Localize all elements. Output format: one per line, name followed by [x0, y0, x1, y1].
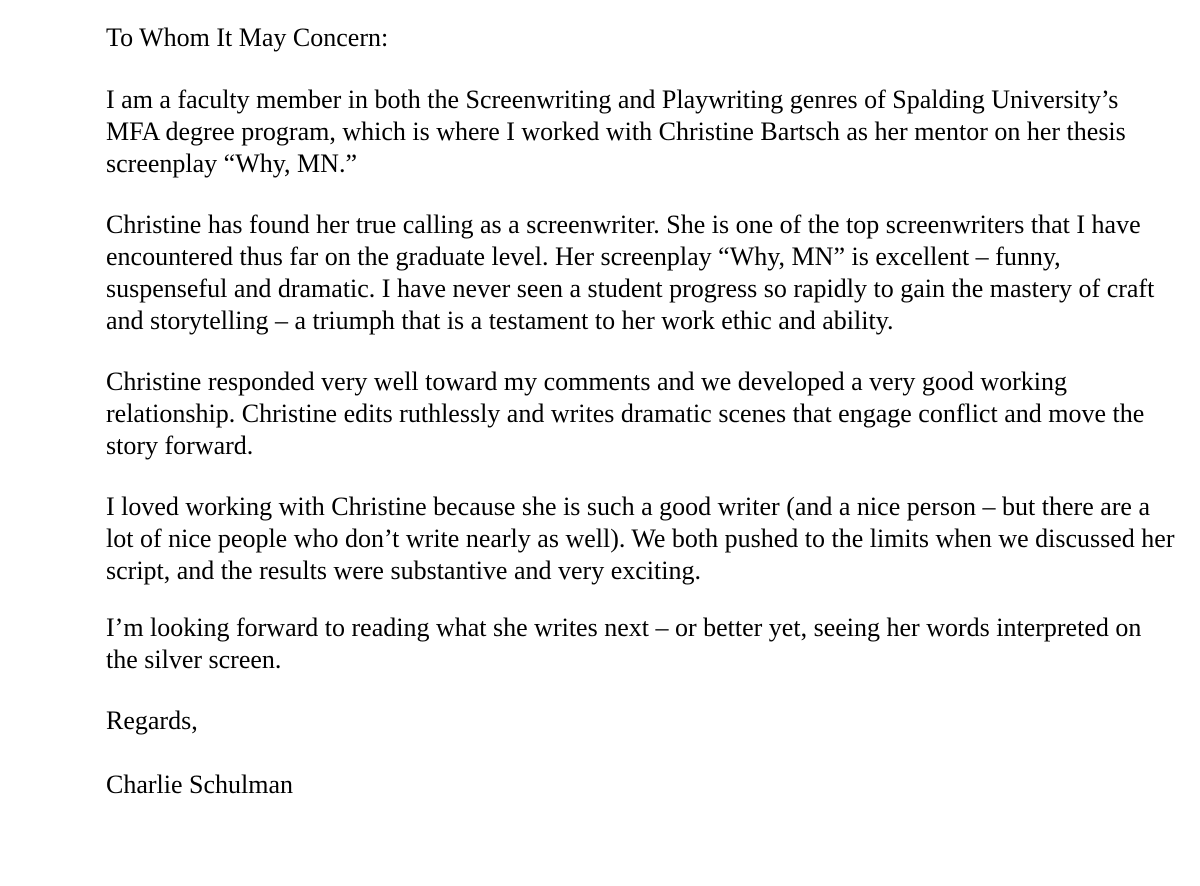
letter-paragraph: I’m looking forward to reading what she writes next – or better yet, seeing her words interpreted on the silver screen. [106, 613, 1142, 674]
signature-name: Charlie Schulman [106, 770, 294, 799]
letter-body [106, 22, 1176, 801]
letter-paragraph: I loved working with Christine because she is such a good writer (and a nice person – but there are a lot of nice people who don’t write nearly as well). We both pushed to the limits when we discussed her script, and the results were substantive and very exciting. [106, 492, 1175, 585]
letter-paragraph: Christine responded very well toward my comments and we developed a very good working relationship. Christine edits ruthlessly and writes dramatic scenes that engage conflict and move the story forward. [106, 367, 1145, 460]
letter-paragraph: Christine has found her true calling as a screenwriter. She is one of the top screenwriters that I have encountered thus far on the graduate level. Her screenplay “Why, MN” is excellent – funny, suspenseful and dramatic. I have never seen a student progress so rapidly to gain the mastery of craft and storytelling – a triumph that is a testament to her work ethic and ability. [106, 210, 1155, 335]
salutation: To Whom It May Concern: [106, 23, 389, 52]
letter-paragraph: I am a faculty member in both the Screenwriting and Playwriting genres of Spalding University’s MFA degree program, which is where I worked with Christine Bartsch as her mentor on her thesis screenplay “Why, MN.” [106, 85, 1126, 178]
closing: Regards, [106, 706, 198, 735]
